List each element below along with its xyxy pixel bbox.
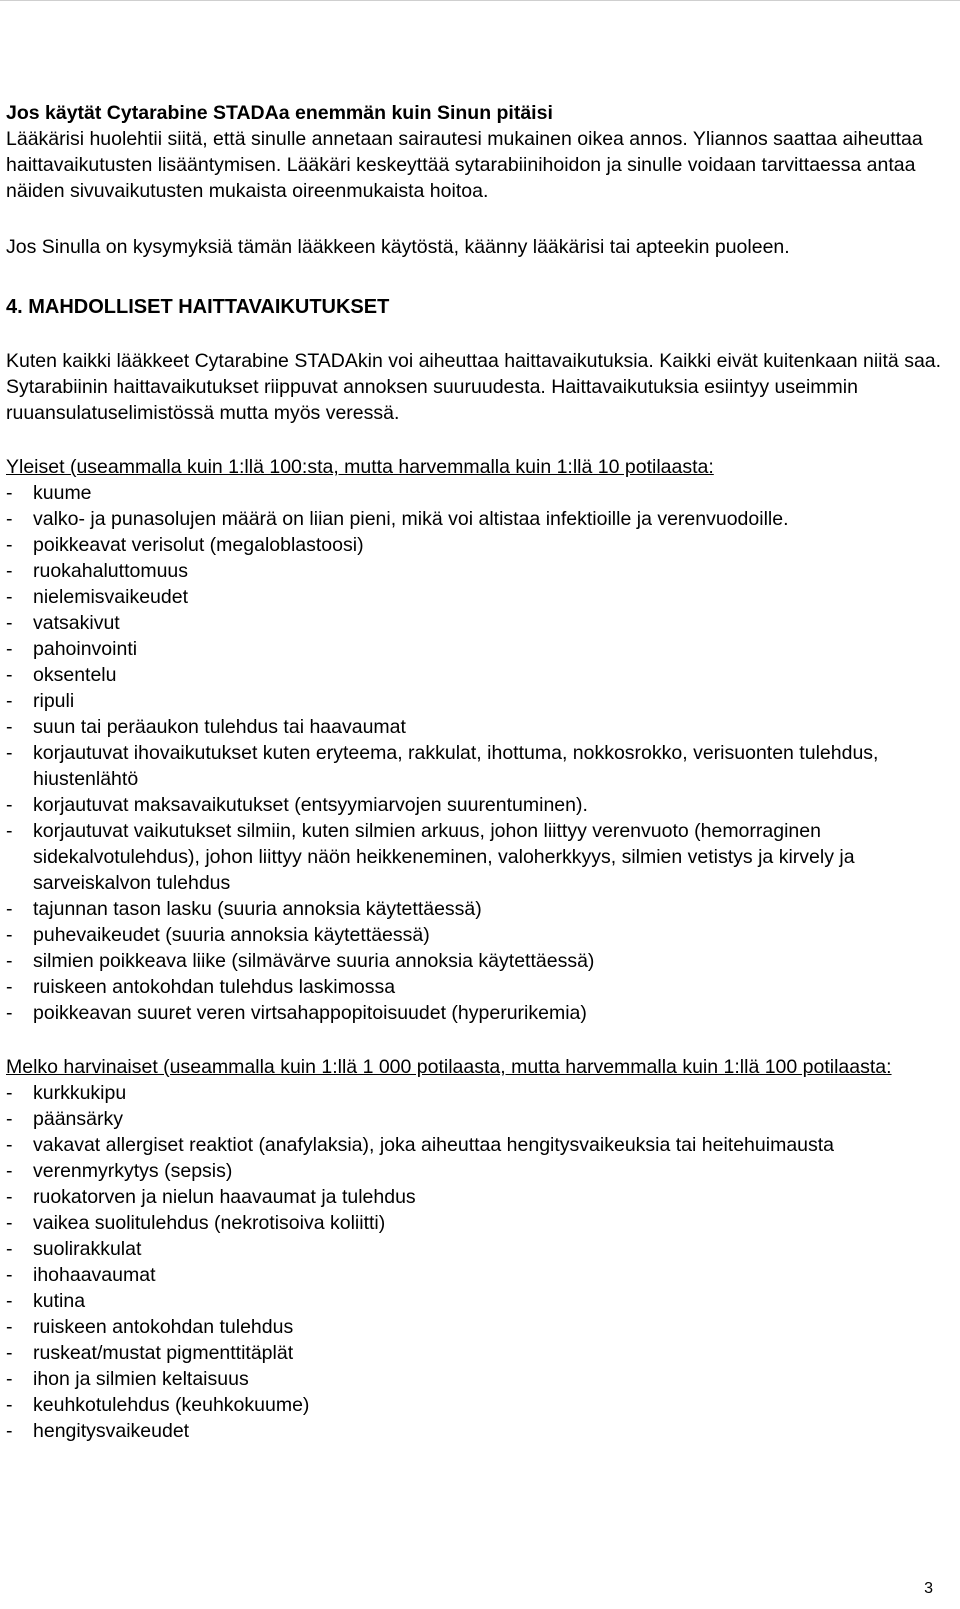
list-item: - ripuli [6, 690, 75, 712]
intro-paragraph-1: Kuten kaikki lääkkeet Cytarabine STADAkin voi aiheuttaa haittavaikutuksia. Kaikki eivät kuitenkaan niitä saa. [6, 350, 942, 372]
common-list [6, 480, 946, 1026]
list-item: - suolirakkulat [6, 1238, 142, 1260]
list-item: - korjautuvat ihovaikutukset kuten eryteema, rakkulat, ihottuma, nokkosrokko, verisuonten tulehdus, hiustenlähtö [6, 742, 879, 790]
list-item: - ruokahaluttomuus [6, 560, 189, 582]
list-item: - ruiskeen antokohdan tulehdus laskimossa [6, 976, 396, 998]
list-item: - ihon ja silmien keltaisuus [6, 1368, 249, 1390]
list-item: - ruokatorven ja nielun haavaumat ja tulehdus [6, 1186, 416, 1208]
document-body [6, 100, 946, 1444]
list-item: - pahoinvointi [6, 638, 138, 660]
section-heading: 4. MAHDOLLISET HAITTAVAIKUTUKSET [6, 296, 390, 318]
list-item: - keuhkotulehdus (keuhkokuume) [6, 1394, 310, 1416]
uncommon-heading: Melko harvinaiset (useammalla kuin 1:llä 1 000 potilaasta, mutta harvemmalla kuin 1:llä 100 potilaasta: [6, 1056, 892, 1078]
list-item: - suun tai peräaukon tulehdus tai haavaumat [6, 716, 406, 738]
page-number: 3 [924, 1580, 933, 1597]
list-item: - kuume [6, 482, 92, 504]
list-item: - vakavat allergiset reaktiot (anafylaksia), joka aiheuttaa hengitysvaikeuksia tai heitehuimausta [6, 1134, 835, 1156]
list-item: - valko- ja punasolujen määrä on liian pieni, mikä voi altistaa infektioille ja verenvuodoille. [6, 508, 789, 530]
list-item: - ruskeat/mustat pigmenttitäplät [6, 1342, 294, 1364]
list-item: - hengitysvaikeudet [6, 1420, 190, 1442]
list-item: - kutina [6, 1290, 86, 1312]
common-heading: Yleiset (useammalla kuin 1:llä 100:sta, mutta harvemmalla kuin 1:llä 10 potilaasta: [6, 456, 714, 478]
list-item: - päänsärky [6, 1108, 123, 1130]
overdose-heading: Jos käytät Cytarabine STADAa enemmän kuin Sinun pitäisi [6, 102, 553, 124]
list-item: - kurkkukipu [6, 1082, 127, 1104]
list-item: - poikkeavan suuret veren virtsahappopitoisuudet (hyperurikemia) [6, 1002, 587, 1024]
list-item: - silmien poikkeava liike (silmävärve suuria annoksia käytettäessä) [6, 950, 595, 972]
list-item: - vatsakivut [6, 612, 120, 634]
list-item: - oksentelu [6, 664, 117, 686]
list-item: - korjautuvat maksavaikutukset (entsyymiarvojen suurentuminen). [6, 794, 588, 816]
uncommon-list [6, 1080, 946, 1444]
list-item: - vaikea suolitulehdus (nekrotisoiva koliitti) [6, 1212, 386, 1234]
list-item: - nielemisvaikeudet [6, 586, 189, 608]
intro-paragraph-2: Sytarabiinin haittavaikutukset riippuvat annoksen suuruudesta. Haittavaikutuksia esiintyy useimmin ruuansulatuselimistössä mutta myös veressä. [6, 376, 858, 424]
page-top-border [0, 0, 960, 3]
list-item: - ruiskeen antokohdan tulehdus [6, 1316, 294, 1338]
list-item: - ihohaavaumat [6, 1264, 156, 1286]
list-item: - korjautuvat vaikutukset silmiin, kuten silmien arkuus, johon liittyy verenvuoto (hemorraginen sidekalvotulehdus), johon liittyy näön heikkeneminen, valoherkkyys, silmien vetistys ja kirvely ja sarveiskalvon tulehdus [6, 820, 855, 894]
list-item: - puhevaikeudet (suuria annoksia käytettäessä) [6, 924, 430, 946]
questions-paragraph: Jos Sinulla on kysymyksiä tämän lääkkeen käytöstä, käänny lääkärisi tai apteekin puoleen. [6, 236, 790, 258]
overdose-body: Lääkärisi huolehtii siitä, että sinulle annetaan sairautesi mukainen oikea annos. Yliannos saattaa aiheuttaa haittavaikutusten lisääntymisen. Lääkäri keskeyttää sytarabiinihoidon ja sinulle voidaan tarvittaessa antaa näiden sivuvaikutusten mukaista oireenmukaista hoitoa. [6, 128, 923, 202]
list-item: - verenmyrkytys (sepsis) [6, 1160, 233, 1182]
list-item: - poikkeavat verisolut (megaloblastoosi) [6, 534, 364, 556]
list-item: - tajunnan tason lasku (suuria annoksia käytettäessä) [6, 898, 482, 920]
